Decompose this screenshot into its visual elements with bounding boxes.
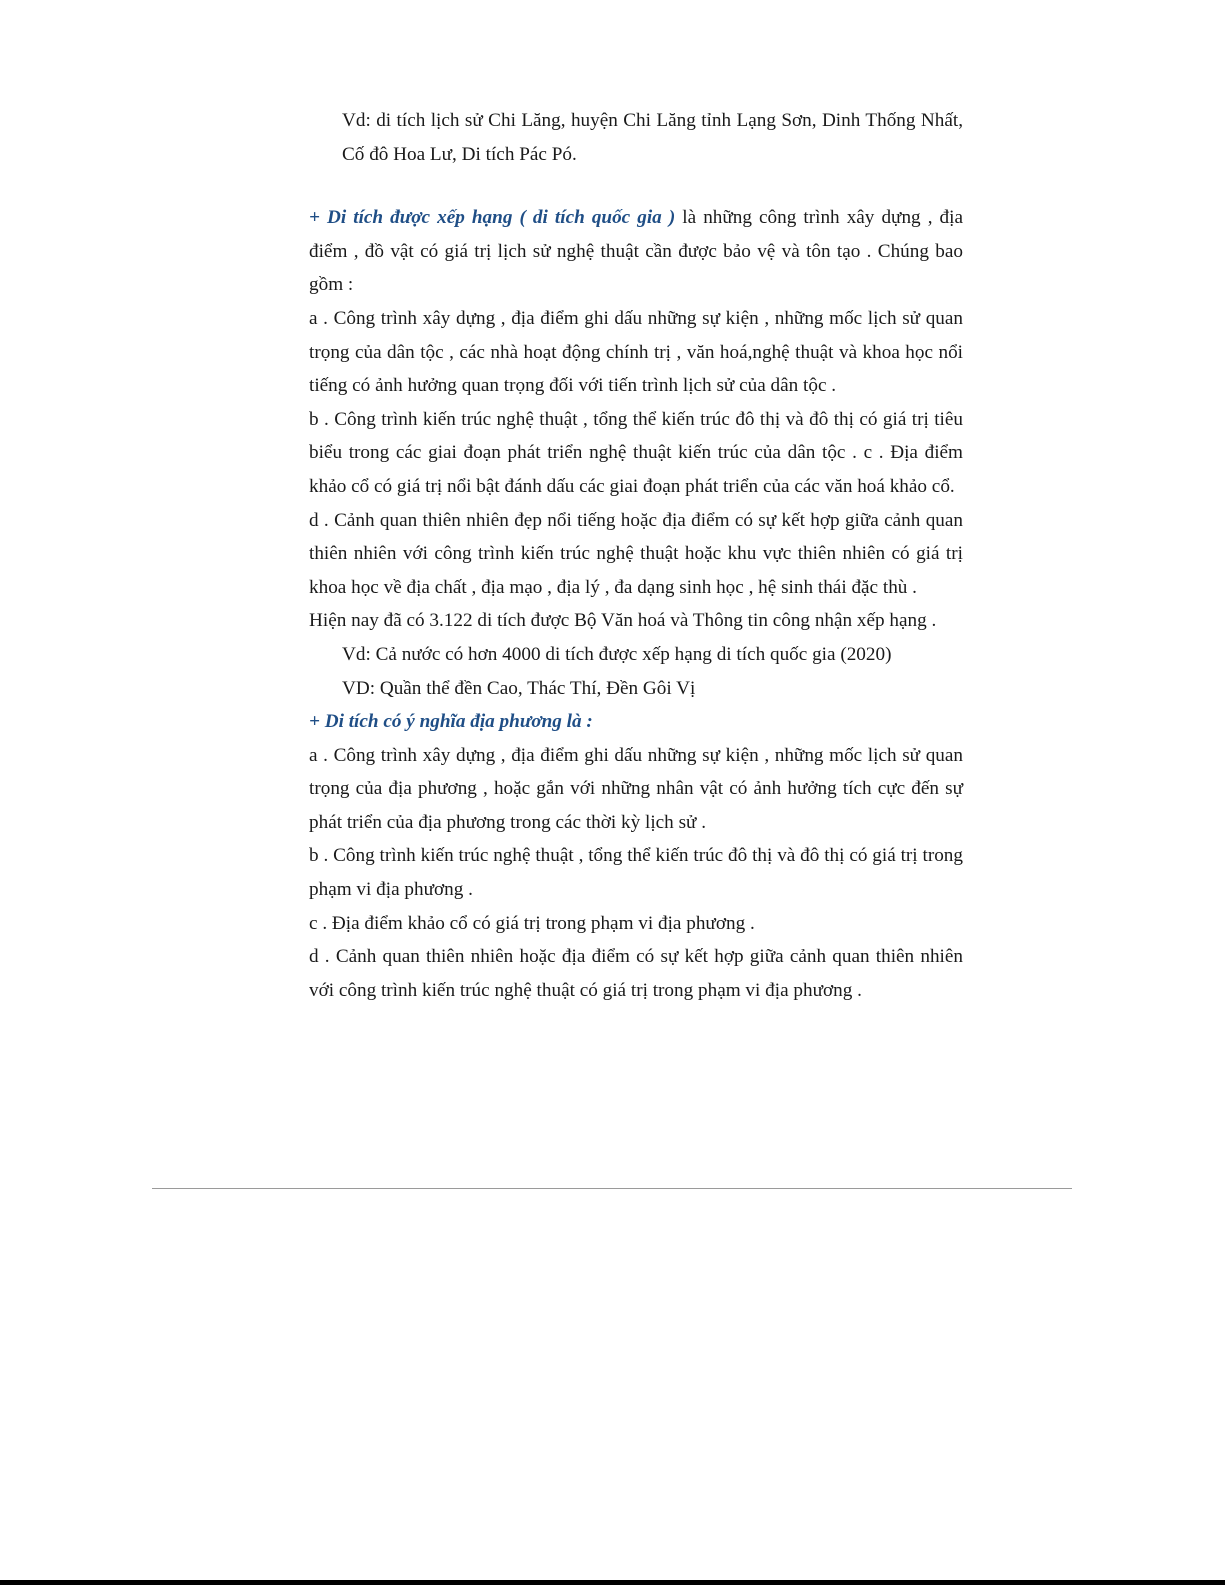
ranked-relics-intro-text: là những công trình xây dựng , địa điểm , đồ vật có giá trị lịch sử nghệ thuật cần được bảo vệ và tôn tạo . Chúng bao gồm : (309, 207, 964, 296)
local-relics-heading: + Di tích có ý nghĩa địa phương là : (309, 711, 593, 733)
local-item-d: d . Cảnh quan thiên nhiên hoặc địa điểm có sự kết hợp giữa cảnh quan thiên nhiên với công trình kiến trúc nghệ thuật có giá trị trong phạm vi địa phương . (309, 946, 963, 1001)
ranked-relics-intro (309, 201, 963, 302)
local-item-a: a . Công trình xây dựng , địa điểm ghi dấu những sự kiện , những mốc lịch sử quan trọng của địa phương , hoặc gắn với những nhân vật có ảnh hưởng tích cực đến sự phát triển của địa phương trong các thời kỳ lịch sử . (309, 744, 963, 833)
ranked-item-a: a . Công trình xây dựng , địa điểm ghi dấu những sự kiện , những mốc lịch sử quan trọng của dân tộc , các nhà hoạt động chính trị , văn hoá,nghệ thuật và khoa học nổi tiếng có ảnh hưởng quan trọng đối với tiến trình lịch sử của dân tộc . (309, 307, 963, 397)
example-top: Vd: di tích lịch sử Chi Lăng, huyện Chi Lăng tỉnh Lạng Sơn, Dinh Thống Nhất, Cố đô Hoa Lư, Di tích Pác Pó. (342, 110, 963, 165)
local-item-b: b . Công trình kiến trúc nghệ thuật , tổng thể kiến trúc đô thị và đô thị có giá trị trong phạm vi địa phương . (309, 845, 963, 901)
local-relics-heading-line (309, 705, 963, 739)
ranked-relics-heading: + Di tích được xếp hạng ( di tích quốc gia ) (309, 207, 676, 229)
ranked-example-2: VD: Quần thể đền Cao, Thác Thí, Đền Gôi Vị (342, 677, 696, 699)
ranked-summary: Hiện nay đã có 3.122 di tích được Bộ Văn hoá và Thông tin công nhận xếp hạng . (309, 610, 937, 632)
footer-divider (152, 1188, 1072, 1189)
page-bottom-edge (0, 1580, 1225, 1585)
local-item-c: c . Địa điểm khảo cổ có giá trị trong phạm vi địa phương . (309, 912, 755, 934)
ranked-item-d: d . Cảnh quan thiên nhiên đẹp nổi tiếng hoặc địa điểm có sự kết hợp giữa cảnh quan thiên nhiên với công trình kiến trúc nghệ thuật hoặc khu vực thiên nhiên có giá trị khoa học về địa chất , địa mạo , địa lý , đa dạng sinh học , hệ sinh thái đặc thù . (309, 509, 963, 598)
ranked-item-bc: b . Công trình kiến trúc nghệ thuật , tổng thể kiến trúc đô thị và đô thị có giá trị tiêu biểu trong các giai đoạn phát triển nghệ thuật kiến trúc của dân tộc . c . Địa điểm khảo cổ có giá trị nổi bật đánh dấu các giai đoạn phát triển của các văn hoá khảo cổ. (309, 408, 963, 497)
ranked-example-1: Vd: Cả nước có hơn 4000 di tích được xếp hạng di tích quốc gia (2020) (342, 643, 892, 665)
page-content (309, 104, 963, 1007)
